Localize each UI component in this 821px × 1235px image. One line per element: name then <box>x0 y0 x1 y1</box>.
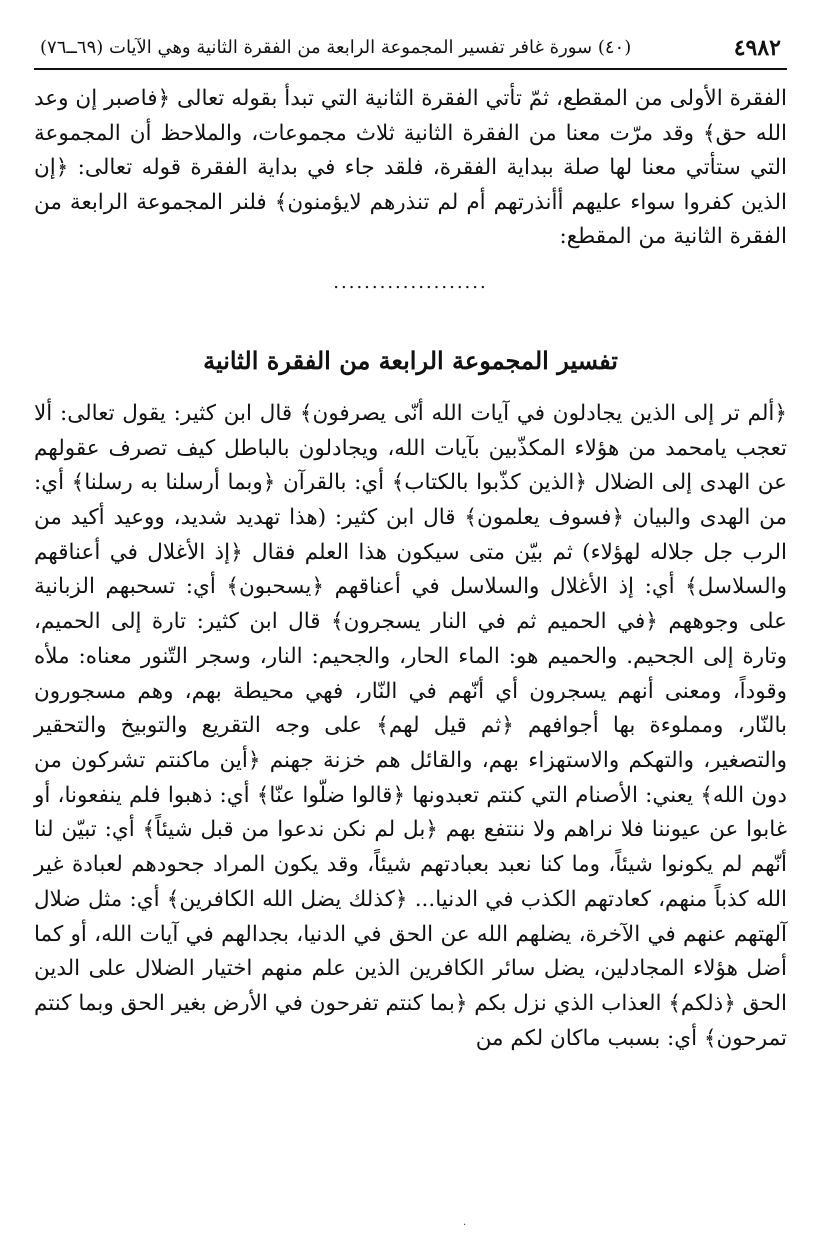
intro-paragraph: الفقرة الأولى من المقطع، ثمّ تأتي الفقرة الثانية التي تبدأ بقوله تعالى ﴿فاصبر إن وعد الله حق﴾ وقد مرّت معنا من الفقرة الثانية ثلاث مجموعات، والملاحظ أن المجموعة التي ستأتي معنا لها صلة ببداية الفقرة، فلقد جاء في بداية الفقرة قوله تعالى: ﴿إن الذين كفروا سواء عليهم أأنذرتهم أم لم تنذرهم لايؤمنون﴾ فلنر المجموعة الرابعة من الفقرة الثانية من المقطع: <box>34 86 787 250</box>
running-header <box>34 30 787 70</box>
footer-mark: . <box>463 1217 467 1228</box>
body-paragraph: ﴿ألم تر إلى الذين يجادلون في آيات الله أنّى يصرفون﴾ قال ابن كثير: يقول تعالى: ألا تعجب يامحمد من هؤلاء المكذّبين بآيات الله، ويجادلون بالباطل كيف تصرف عقولهم عن الهدى إلى الضلال ﴿الذين كذّبوا بالكتاب﴾ أي: بالقرآن ﴿وبما أرسلنا به رسلنا﴾ أي: من الهدى والبيان ﴿فسوف يعلمون﴾ قال ابن كثير: (هذا تهديد شديد، ووعيد أكيد من الرب جل جلاله لهؤلاء) ثم بيّن متى سيكون هذا العلم فقال ﴿إذ الأغلال في أعناقهم والسلاسل﴾ أي: إذ الأغلال والسلاسل في أعناقهم ﴿يسحبون﴾ أي: تسحبهم الزبانية على وجوههم ﴿في الحميم ثم في النار يسجرون﴾ قال ابن كثير: تارة إلى الحميم، وتارة إلى الجحيم. والحميم هو: الماء الحار، والجحيم: النار، وسجر التّنور معناه: ملأه وقوداً، ومعنى أنهم يسجرون أي أنّهم في النّار، فهي محيطة بهم، وهم مسجورون بالنّار، ومملوءة بها أجوافهم ﴿ثم قيل لهم﴾ على وجه التقريع والتوبيخ والتحقير والتصغير، والتهكم والاستهزاء بهم، والقائل هم خزنة جهنم ﴿أين ماكنتم تشركون من دون الله﴾ يعني: الأصنام التي كنتم تعبدونها ﴿قالوا ضلّوا عنّا﴾ أي: ذهبوا فلم ينفعونا، أو غابوا عن عيوننا فلا نراهم ولا ننتفع بهم ﴿بل لم نكن ندعوا من قبل شيئاً﴾ أي: تبيّن لنا أنّهم لم يكونوا شيئاً، وما كنا نعبد بعبادتهم شيئاً، وقد يكون المراد جحودهم لعبادة غير الله كذباً منهم، كعادتهم الكذب في الدنيا... ﴿كذلك يضل الله الكافرين﴾ أي: مثل ضلال آلهتهم عنهم في الآخرة، يضلهم الله عن الحق في الدنيا، بجدالهم في آيات الله، أو كما أضل هؤلاء المجادلين، يضل سائر الكافرين الذين علم منهم اختيار الضلال على الدين الحق ﴿ذلكم﴾ العذاب الذي نزل بكم ﴿بما كنتم تفرحون في الأرض بغير الحق وبما كنتم تمرحون﴾ أي: بسبب ماكان لكم من <box>34 400 787 1051</box>
section-title: تفسير المجموعة الرابعة من الفقرة الثانية <box>203 345 618 375</box>
section-separator: .................... <box>333 271 488 293</box>
running-header-title: (٤٠) سورة غافر تفسير المجموعة الرابعة من الفقرة الثانية وهي الآيات (٦٩ــ٧٦) <box>40 37 632 58</box>
page-number: ٤٩٨٢ <box>733 35 781 61</box>
